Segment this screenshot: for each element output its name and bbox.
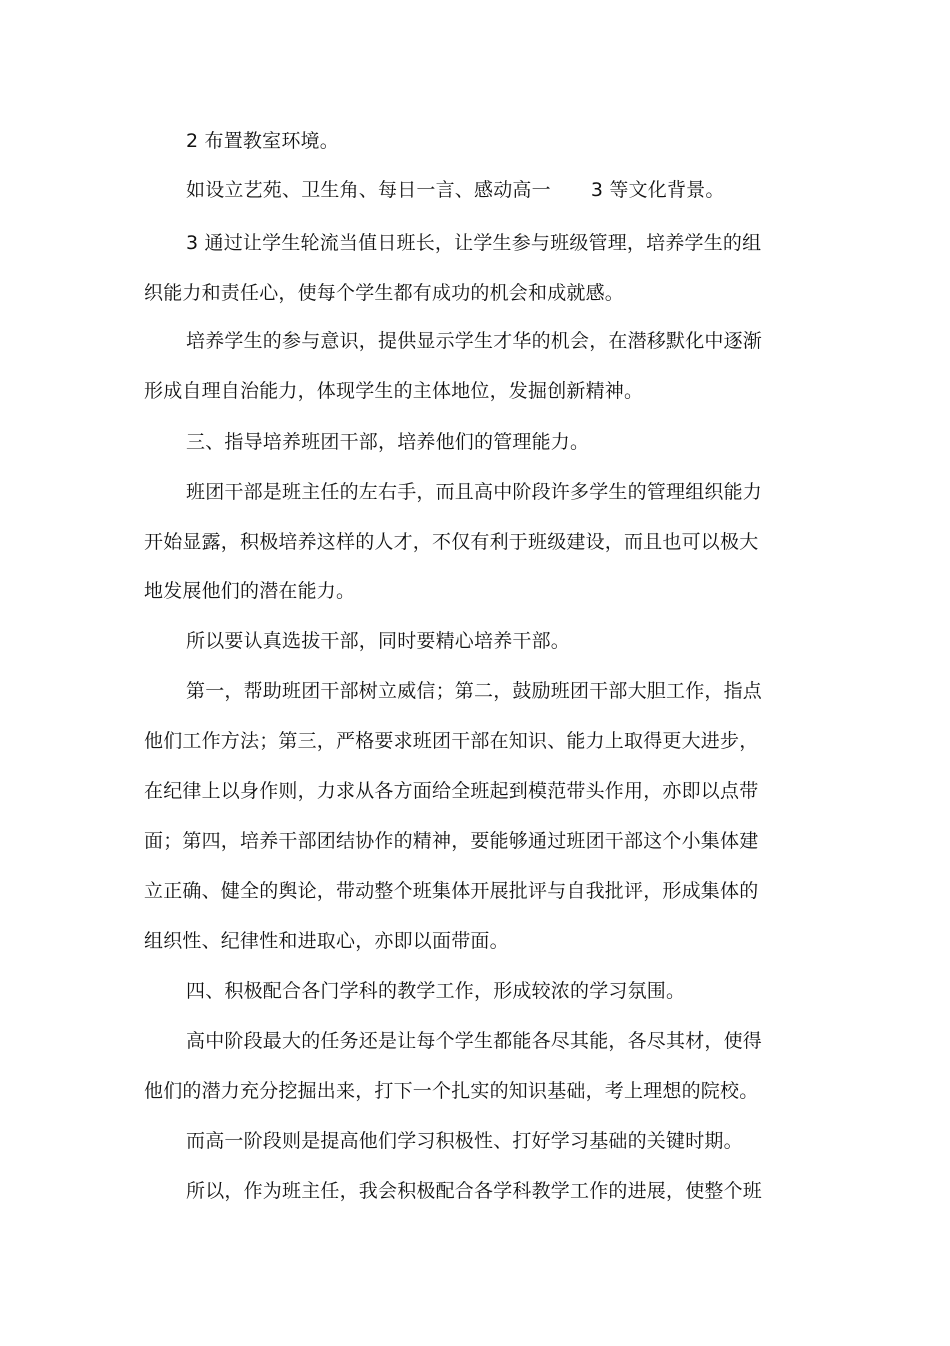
paragraph-line: 高中阶段最大的任务还是让每个学生都能各尽其能，各尽其材，使得: [186, 1030, 763, 1052]
paragraph-line: 他们工作方法；第三，严格要求班团干部在知识、能力上取得更大进步，: [144, 730, 759, 752]
section-heading: 四、积极配合各门学科的教学工作，形成较浓的学习氛围。: [186, 980, 686, 1002]
paragraph-line: 织能力和责任心，使每个学生都有成功的机会和成就感。: [144, 282, 625, 304]
paragraph-text: 如设立艺苑、卫生角、每日一言、感动高一: [186, 179, 551, 201]
paragraph-line: 在纪律上以身作则，力求从各方面给全班起到模范带头作用，亦即以点带: [144, 780, 759, 802]
paragraph-line: 第一，帮助班团干部树立威信；第二，鼓励班团干部大胆工作，指点: [186, 680, 763, 702]
paragraph-line: 形成自理自治能力，体现学生的主体地位，发掘创新精神。: [144, 380, 644, 402]
paragraph-line: 班团干部是班主任的左右手，而且高中阶段许多学生的管理组织能力: [186, 481, 763, 503]
paragraph-line: 他们的潜力充分挖掘出来，打下一个扎实的知识基础，考上理想的院校。: [144, 1080, 759, 1102]
section-heading: 三、指导培养班团干部，培养他们的管理能力。: [186, 431, 590, 453]
paragraph-line: [186, 175, 725, 205]
paragraph-text: 3 等文化背景。: [590, 179, 725, 201]
paragraph-line: 立正确、健全的舆论，带动整个班集体开展批评与自我批评，形成集体的: [144, 880, 759, 902]
paragraph-line: 地发展他们的潜在能力。: [144, 580, 356, 602]
paragraph-line: 开始显露，积极培养这样的人才，不仅有利于班级建设，而且也可以极大: [144, 531, 759, 553]
paragraph-line: 培养学生的参与意识，提供显示学生才华的机会，在潜移默化中逐渐: [186, 330, 763, 352]
paragraph-line: 2 布置教室环境。: [186, 130, 339, 152]
paragraph-line: 所以要认真选拔干部，同时要精心培养干部。: [186, 630, 571, 652]
paragraph-line: 组织性、纪律性和进取心，亦即以面带面。: [144, 930, 509, 952]
paragraph-line: 3 通过让学生轮流当值日班长，让学生参与班级管理，培养学生的组: [186, 232, 762, 254]
paragraph-line: 面；第四，培养干部团结协作的精神，要能够通过班团干部这个小集体建: [144, 830, 759, 852]
paragraph-line: 而高一阶段则是提高他们学习积极性、打好学习基础的关键时期。: [186, 1130, 743, 1152]
paragraph-line: 所以，作为班主任，我会积极配合各学科教学工作的进展，使整个班: [186, 1180, 763, 1202]
